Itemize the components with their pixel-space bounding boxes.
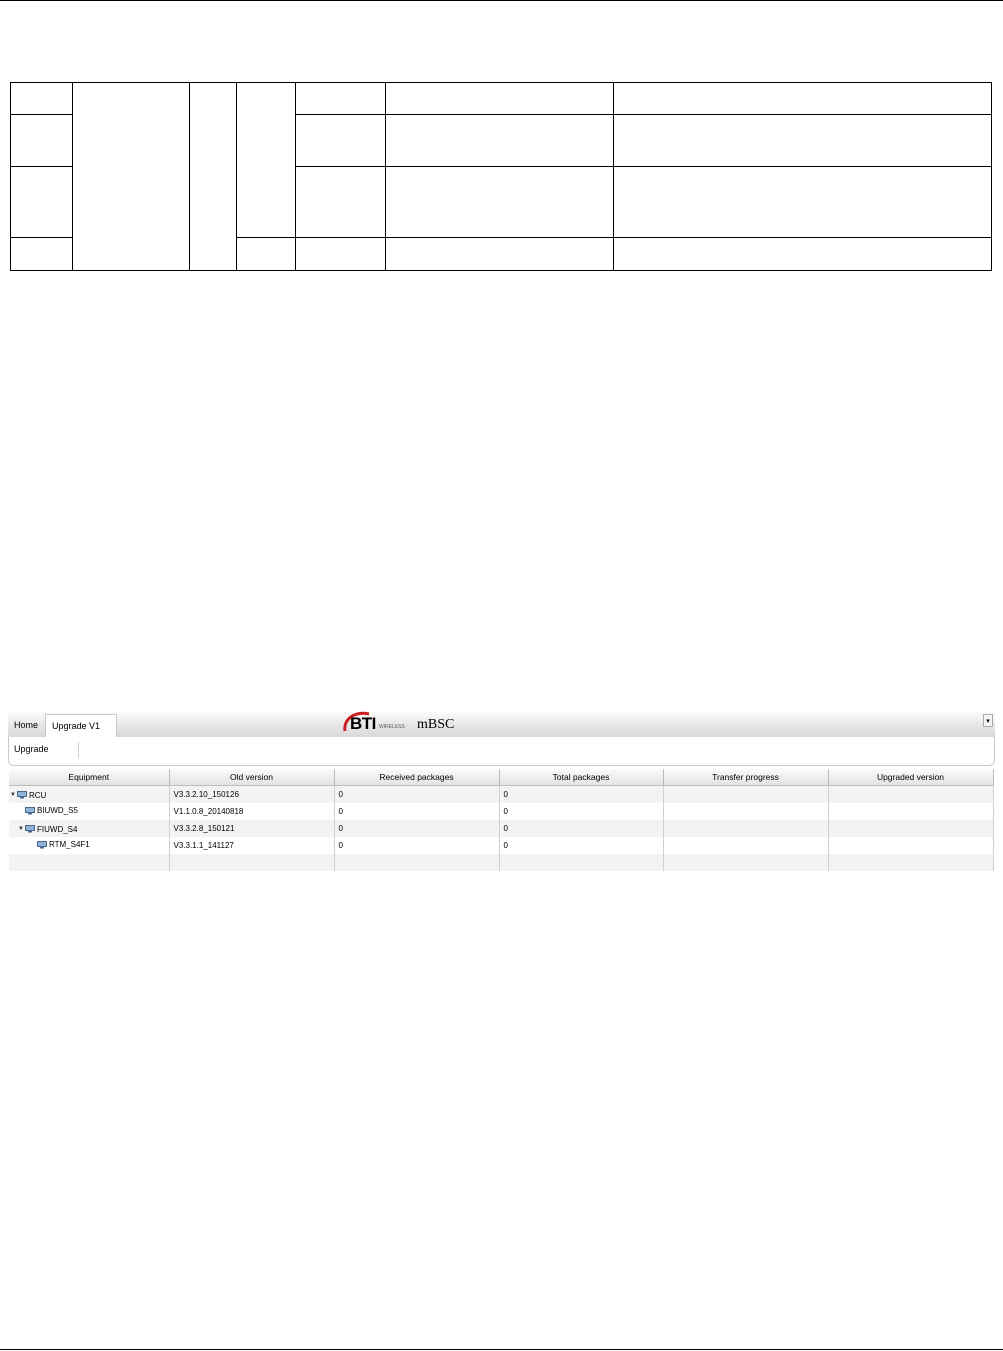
device-icon (25, 807, 35, 815)
form-cell (11, 83, 73, 115)
form-cell (11, 115, 73, 167)
bti-logo (341, 710, 501, 737)
header-rule (0, 0, 1003, 1)
upgrade-window (8, 710, 995, 880)
equipment-name: RCU (29, 790, 47, 800)
total-packages-cell: 0 (499, 837, 663, 854)
transfer-progress-cell (663, 837, 828, 854)
expand-triangle-icon[interactable]: ▼ (18, 826, 24, 833)
column-header-transfer-progress[interactable]: Transfer progress (663, 769, 828, 786)
form-cell (11, 238, 73, 271)
empty-form-table (10, 82, 992, 271)
form-cell (386, 167, 614, 238)
column-header-total-packages[interactable]: Total packages (499, 769, 663, 786)
device-icon (25, 825, 35, 833)
received-packages-cell: 0 (334, 803, 499, 820)
equipment-cell (9, 820, 169, 837)
empty-cell (169, 854, 334, 871)
toolbar (8, 737, 995, 766)
empty-cell (334, 854, 499, 871)
form-cell (386, 238, 614, 271)
table-row-empty (9, 854, 993, 871)
upgraded-version-cell (828, 837, 993, 854)
chevron-down-icon: ▾ (986, 718, 990, 725)
old-version-cell: V3.3.1.1_141127 (169, 837, 334, 854)
table-row[interactable] (9, 803, 993, 820)
upgraded-version-cell (828, 786, 993, 804)
column-header-equipment[interactable]: Equipment (9, 769, 169, 786)
equipment-name: FIUWD_S4 (37, 824, 78, 834)
menu-dropdown-button[interactable] (983, 714, 993, 727)
transfer-progress-cell (663, 803, 828, 820)
upgraded-version-cell (828, 803, 993, 820)
equipment-grid (9, 769, 994, 871)
form-cell (296, 115, 386, 167)
received-packages-cell: 0 (334, 820, 499, 837)
old-version-cell: V3.3.2.8_150121 (169, 820, 334, 837)
equipment-name: BIUWD_S5 (37, 806, 78, 816)
product-name: mBSC (417, 717, 455, 732)
device-icon (17, 791, 27, 799)
form-cell (11, 167, 73, 238)
empty-cell (499, 854, 663, 871)
upgraded-version-cell (828, 820, 993, 837)
footer-rule (0, 1349, 1003, 1350)
form-cell (614, 115, 992, 167)
form-cell (73, 83, 190, 271)
column-header-received-packages[interactable]: Received packages (334, 769, 499, 786)
equipment-name: RTM_S4F1 (49, 840, 90, 850)
table-row[interactable] (9, 820, 993, 837)
tab-home[interactable]: Home (14, 720, 39, 730)
equipment-cell (9, 803, 169, 820)
expand-triangle-icon[interactable]: ▼ (10, 792, 16, 799)
form-cell (386, 115, 614, 167)
logo-text: BTI (350, 714, 376, 733)
empty-cell (663, 854, 828, 871)
transfer-progress-cell (663, 786, 828, 804)
tab-upgrade-v1[interactable]: Upgrade V1 (45, 714, 117, 737)
equipment-cell (9, 786, 169, 804)
form-cell (237, 238, 296, 271)
form-cell (386, 83, 614, 115)
empty-cell (9, 854, 169, 871)
toolbar-divider (78, 742, 79, 758)
form-cell (190, 83, 237, 271)
column-header-old-version[interactable]: Old version (169, 769, 334, 786)
form-cell (614, 167, 992, 238)
column-header-upgraded-version[interactable]: Upgraded version (828, 769, 993, 786)
equipment-cell (9, 837, 169, 854)
logo-subtext: WIRELESS (379, 724, 405, 730)
tab-bar (8, 710, 995, 738)
form-cell (296, 167, 386, 238)
form-cell (237, 83, 296, 238)
total-packages-cell: 0 (499, 786, 663, 804)
old-version-cell: V1.1.0.8_20140818 (169, 803, 334, 820)
device-icon (37, 841, 47, 849)
form-cell (614, 83, 992, 115)
total-packages-cell: 0 (499, 820, 663, 837)
received-packages-cell: 0 (334, 837, 499, 854)
old-version-cell: V3.3.2.10_150126 (169, 786, 334, 804)
form-cell (296, 238, 386, 271)
table-row[interactable] (9, 786, 993, 804)
transfer-progress-cell (663, 820, 828, 837)
form-cell (296, 83, 386, 115)
upgrade-button[interactable]: Upgrade (14, 744, 49, 754)
form-cell (614, 238, 992, 271)
empty-cell (828, 854, 993, 871)
total-packages-cell: 0 (499, 803, 663, 820)
table-row[interactable] (9, 837, 993, 854)
received-packages-cell: 0 (334, 786, 499, 804)
